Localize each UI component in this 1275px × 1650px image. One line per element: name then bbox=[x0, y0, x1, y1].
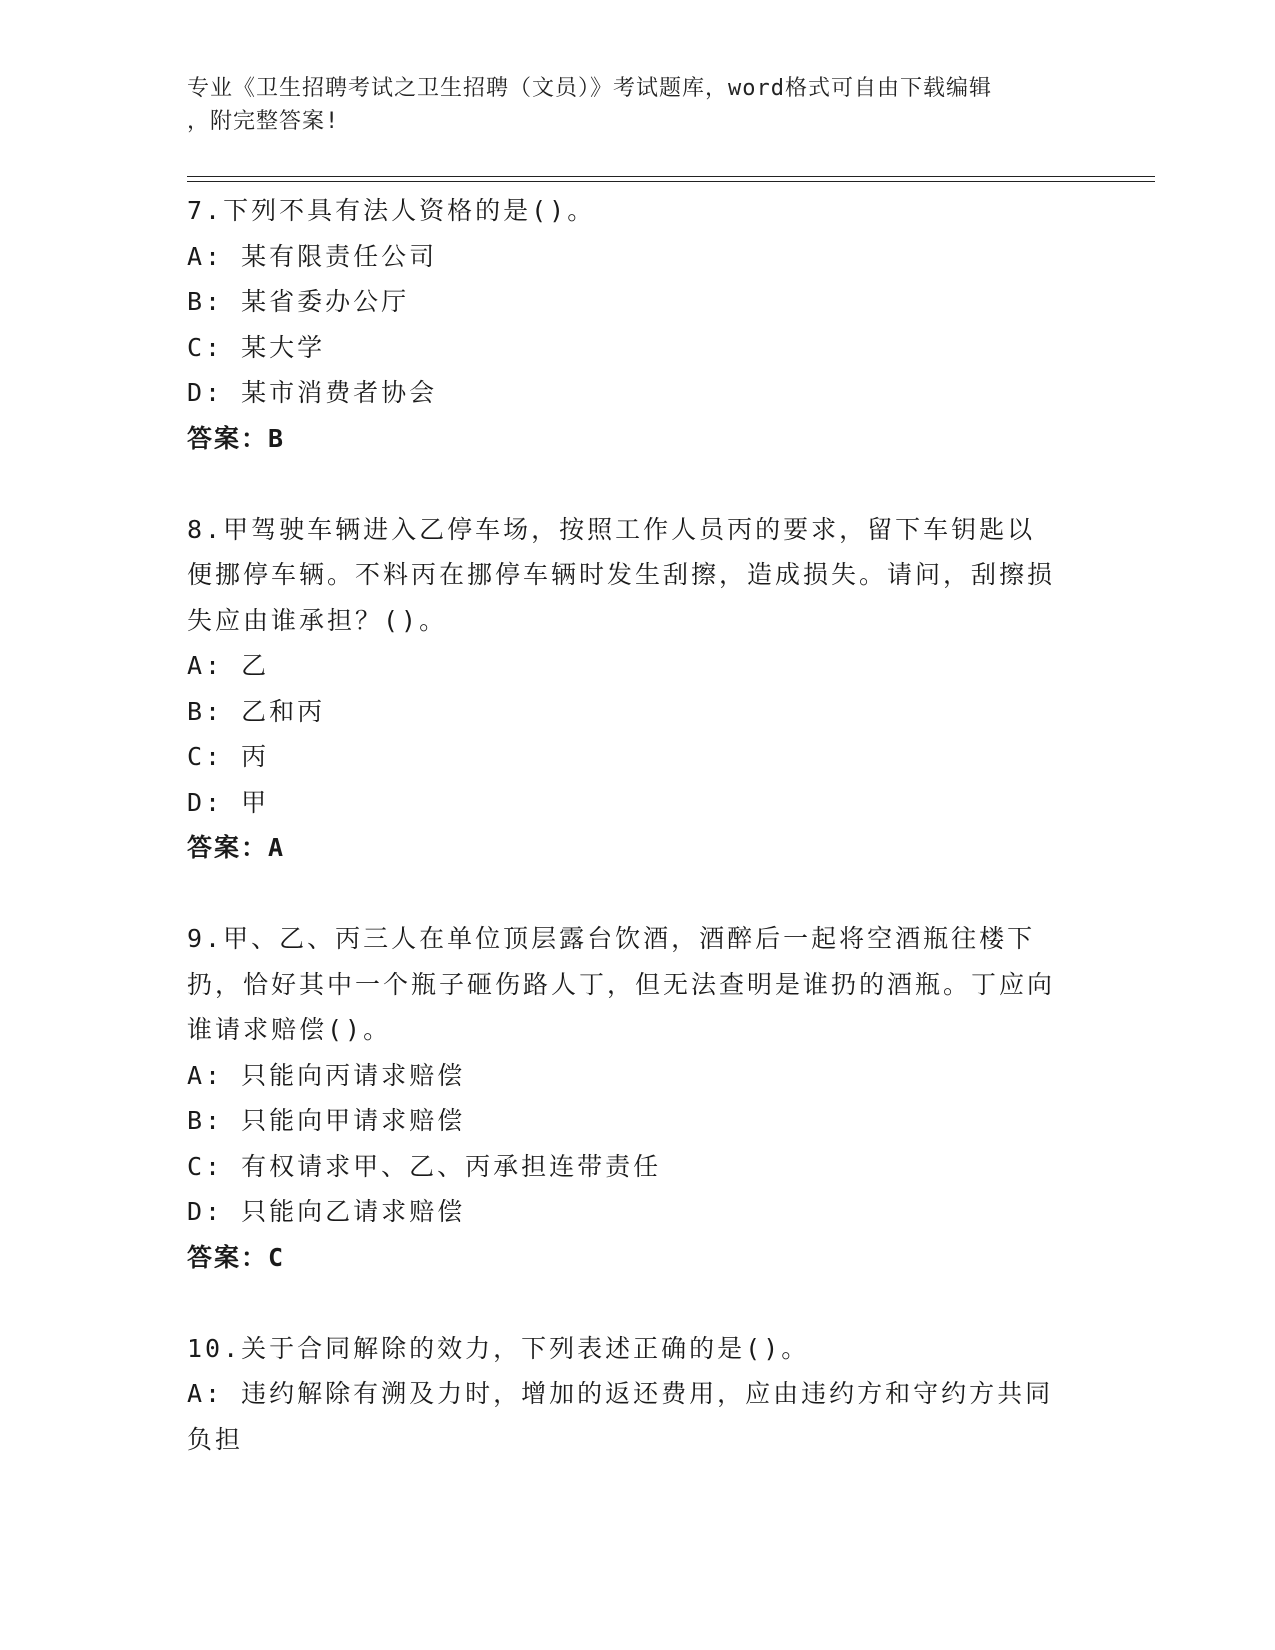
question-stem: 8.甲驾驶车辆进入乙停车场，按照工作人员丙的要求，留下车钥匙以便挪停车辆。不料丙在挪停车辆时发生刮擦，造成损失。请问，刮擦损失应由谁承担？()。 bbox=[187, 514, 1056, 635]
question-stem: 9.甲、乙、丙三人在单位顶层露台饮酒，酒醉后一起将空酒瓶往楼下扔，恰好其中一个瓶子砸伤路人丁，但无法查明是谁扔的酒瓶。丁应向谁请求赔偿()。 bbox=[187, 924, 1056, 1044]
header-line-1: 专业《卫生招聘考试之卫生招聘（文员）》考试题库，word格式可自由下载编辑 bbox=[187, 76, 992, 101]
header-line-2: ，附完整答案! bbox=[187, 109, 340, 134]
question-10 bbox=[187, 1326, 1087, 1463]
answer-label: 答案：A bbox=[187, 833, 286, 862]
question-7 bbox=[187, 188, 1087, 461]
question-9 bbox=[187, 916, 1087, 1280]
question-spacer bbox=[187, 871, 1087, 917]
option-c: C: 某大学 bbox=[187, 332, 326, 362]
option-a: A: 某有限责任公司 bbox=[187, 241, 438, 271]
option-c: C: 有权请求甲、乙、丙承担连带责任 bbox=[187, 1151, 662, 1181]
question-8 bbox=[187, 507, 1087, 871]
header-divider-bottom bbox=[187, 181, 1155, 182]
option-b: B: 乙和丙 bbox=[187, 696, 326, 726]
option-b: B: 某省委办公厅 bbox=[187, 287, 410, 316]
question-list bbox=[187, 188, 1087, 1462]
answer-label: 答案：C bbox=[187, 1242, 286, 1272]
option-a: A: 只能向丙请求赔偿 bbox=[187, 1060, 466, 1090]
option-a: A: 乙 bbox=[187, 651, 270, 680]
document-header bbox=[187, 72, 1087, 138]
option-d: D: 只能向乙请求赔偿 bbox=[187, 1197, 466, 1226]
option-a: A: 违约解除有溯及力时，增加的返还费用，应由违约方和守约方共同负担 bbox=[187, 1379, 1054, 1454]
option-c: C: 丙 bbox=[187, 742, 270, 771]
question-stem: 7.下列不具有法人资格的是()。 bbox=[187, 196, 596, 225]
option-b: B: 只能向甲请求赔偿 bbox=[187, 1106, 466, 1135]
question-spacer bbox=[187, 1280, 1087, 1326]
option-d: D: 某市消费者协会 bbox=[187, 378, 438, 407]
question-spacer bbox=[187, 461, 1087, 507]
header-divider-top bbox=[187, 176, 1155, 177]
option-d: D: 甲 bbox=[187, 787, 270, 817]
question-stem: 10.关于合同解除的效力，下列表述正确的是()。 bbox=[187, 1333, 810, 1363]
answer-label: 答案：B bbox=[187, 423, 286, 453]
